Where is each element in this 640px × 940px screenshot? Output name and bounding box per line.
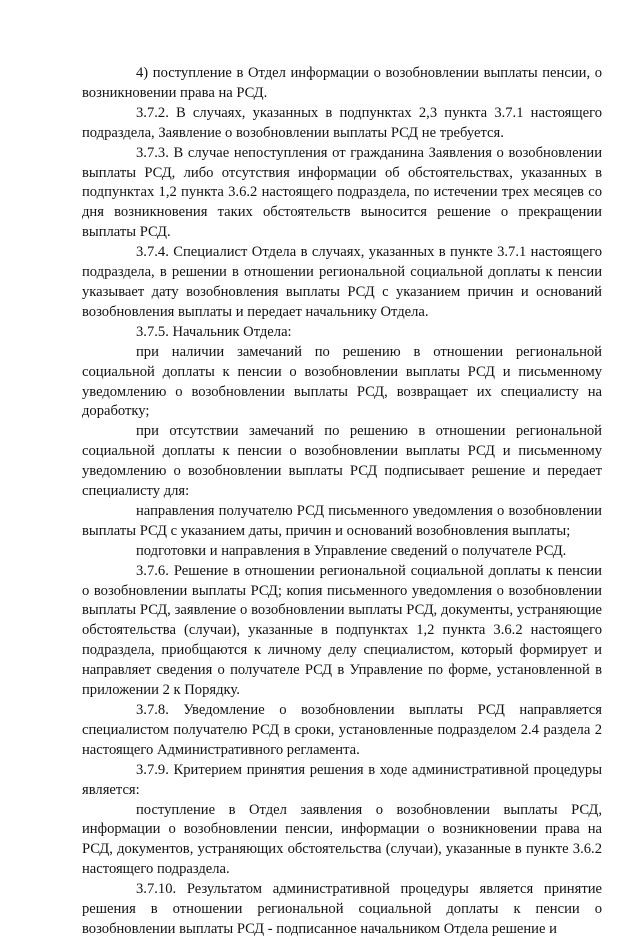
paragraph-3-7-3: 3.7.3. В случае непоступления от гражданина Заявления о возобновлении выплаты РСД, либо отсутствия информации об обстоятельствах, указанных в подпунктах 1,2 пункта 3.6.2 настоящего подраздела, по истечении трех месяцев со дня возникновения таких обстоятельств выносится решение о прекращении выплаты РСД. <box>82 144 602 241</box>
paragraph-3-7-5-remarks: при наличии замечаний по решению в отношении региональной социальной доплаты к пенсии о возобновлении выплаты РСД и письменному уведомлению о возобновлении выплаты РСД, возвращает их специалисту на доработку; <box>82 343 602 420</box>
paragraph-3-7-5: 3.7.5. Начальник Отдела: <box>136 323 292 340</box>
paragraph-3-7-9: 3.7.9. Критерием принятия решения в ходе административной процедуры является: <box>82 761 602 798</box>
paragraph-3-7-4: 3.7.4. Специалист Отдела в случаях, указанных в пункте 3.7.1 настоящего подраздела, в решении в отношении региональной социальной доплаты к пенсии указывает дату возобновления выплаты РСД с указанием причин и оснований возобновления выплаты и передает начальнику Отдела. <box>82 244 602 320</box>
document-page <box>82 64 602 940</box>
paragraph-3-7-5-notification: направления получателю РСД письменного уведомления о возобновлении выплаты РСД с указанием даты, причин и оснований возобновления выплаты; <box>82 502 602 539</box>
paragraph-3-7-2: 3.7.2. В случаях, указанных в подпунктах 2,3 пункта 3.7.1 настоящего подраздела, Заявление о возобновлении выплаты РСД не требуется. <box>82 104 602 141</box>
paragraph-3-7-10: 3.7.10. Результатом административной процедуры является принятие решения в отношении региональной социальной доплаты к пенсии о возобновлении выплаты РСД - подписанное начальником Отдела решение и <box>82 881 602 937</box>
paragraph-3-7-5-preparation: подготовки и направления в Управление сведений о получателе РСД. <box>136 542 567 559</box>
paragraph-item-4: 4) поступление в Отдел информации о возобновлении выплаты пенсии, о возникновении права на РСД. <box>82 65 602 101</box>
paragraph-3-7-6: 3.7.6. Решение в отношении региональной социальной доплаты к пенсии о возобновлении выплаты РСД; копия письменного уведомления о возобновлении выплаты РСД, заявление о возобновлении выплаты РСД, документы, устраняющие обстоятельства (случаи), указанные в подпунктах 1,2 пункта 3.6.2 настоящего подраздела, приобщаются к личному делу специалистом, который формирует и направляет сведения о получателе РСД в Управление по форме, установленной в приложении 2 к Порядку. <box>82 562 602 699</box>
paragraph-3-7-5-no-remarks: при отсутствии замечаний по решению в отношении региональной социальной доплаты к пенсии о возобновлении выплаты РСД и письменному уведомлению о возобновлении выплаты РСД подписывает решение и передает специалисту для: <box>82 423 602 500</box>
paragraph-3-7-8: 3.7.8. Уведомление о возобновлении выплаты РСД направляется специалистом получателю РСД в сроки, установленные подразделом 2.4 раздела 2 настоящего Административного регламента. <box>82 702 602 758</box>
paragraph-3-7-9-criteria: поступление в Отдел заявления о возобновлении выплаты РСД, информации о возобновлении пенсии, информации о возникновении права на РСД, документов, устраняющих обстоятельства (случаи), указанные в пункте 3.6.2 настоящего подраздела. <box>82 801 602 878</box>
